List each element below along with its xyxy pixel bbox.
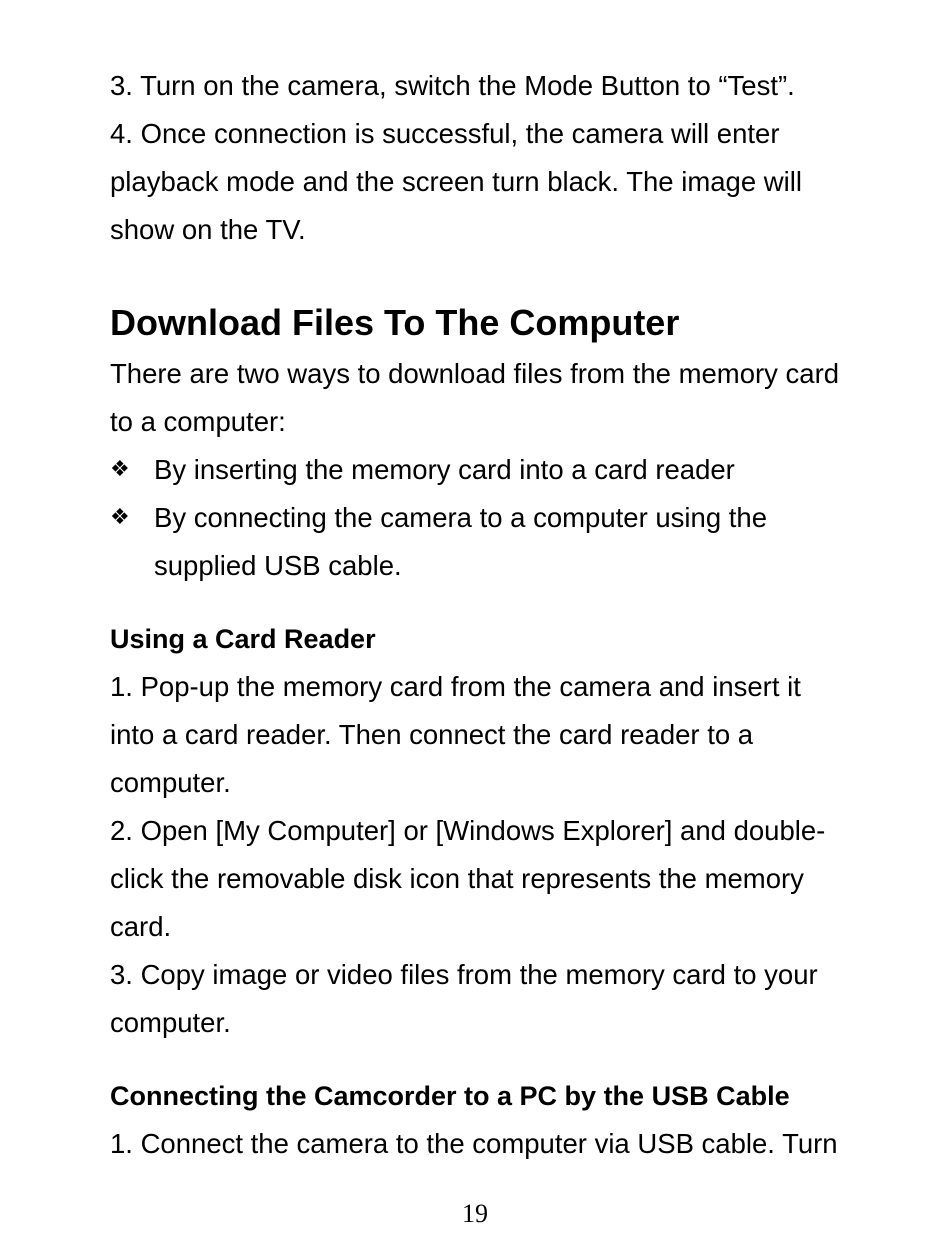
diamond-cluster-icon: ❖	[110, 505, 130, 530]
bullet-item-usb	[110, 494, 890, 590]
step-4-line-1: 4. Once connection is successful, the camera will enter	[110, 118, 780, 149]
card-reader-line-1: 1. Pop-up the memory card from the camera and insert it	[110, 671, 801, 702]
card-reader-line-2: into a card reader. Then connect the card reader to a	[110, 719, 754, 750]
download-intro-line-2: to a computer:	[110, 406, 286, 437]
diamond-cluster-icon: ❖	[110, 457, 130, 482]
usb-line-1: 1. Connect the camera to the computer via USB cable. Turn	[110, 1128, 838, 1159]
card-reader-line-3: computer.	[110, 767, 231, 798]
download-intro-line-1: There are two ways to download files from the memory card	[110, 358, 840, 389]
bullet-item-card-reader	[110, 446, 890, 494]
card-reader-heading: Using a Card Reader	[110, 624, 376, 654]
step-4-line-3: show on the TV.	[110, 214, 306, 245]
bullet-1-line-1: By inserting the memory card into a card reader	[154, 454, 735, 485]
card-reader-line-7: 3. Copy image or video files from the memory card to your	[110, 959, 818, 990]
download-section-heading: Download Files To The Computer	[110, 302, 680, 343]
bullet-2-line-2: supplied USB cable.	[154, 550, 402, 581]
page-number: 19	[462, 1199, 488, 1228]
bullet-2-line-1: By connecting the camera to a computer using the	[154, 502, 767, 533]
card-reader-line-8: computer.	[110, 1007, 231, 1038]
card-reader-line-6: card.	[110, 911, 172, 942]
card-reader-line-5: click the removable disk icon that represents the memory	[110, 863, 804, 894]
document-page	[110, 62, 890, 1168]
card-reader-line-4: 2. Open [My Computer] or [Windows Explorer] and double-	[110, 815, 826, 846]
step-3-text: 3. Turn on the camera, switch the Mode Button to “Test”.	[110, 70, 795, 101]
usb-section-heading: Connecting the Camcorder to a PC by the USB Cable	[110, 1081, 790, 1111]
step-4-line-2: playback mode and the screen turn black. The image will	[110, 166, 802, 197]
